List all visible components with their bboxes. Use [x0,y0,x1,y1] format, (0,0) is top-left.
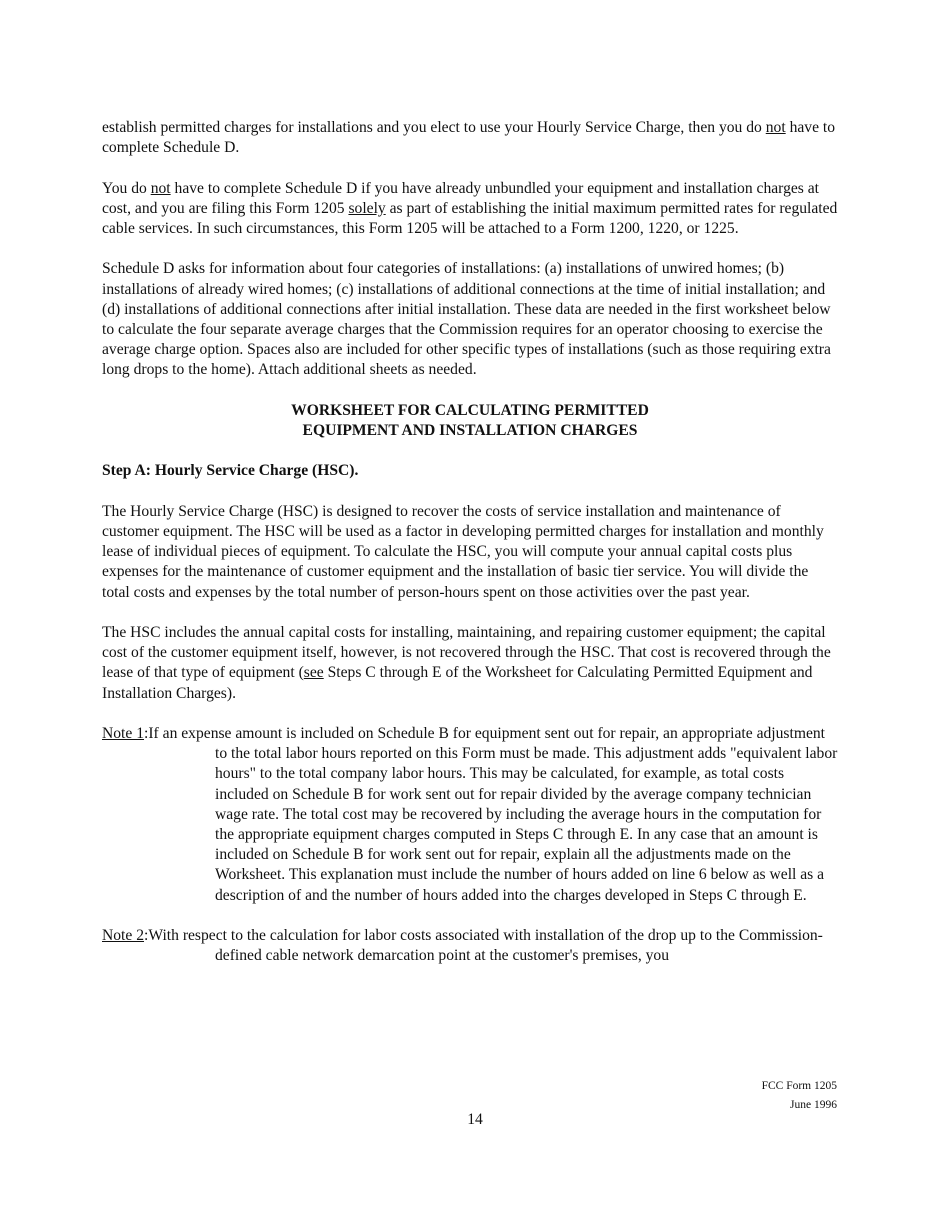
paragraph-hsc-description: The Hourly Service Charge (HSC) is designed to recover the costs of service installation and maintenance of customer equipment. The HSC will be used as a factor in developing permitted charges for installation and monthly lease of individual pieces of equipment. To calculate the HSC, you will compute your annual capital costs plus expenses for the maintenance of customer equipment and the installation of basic tier service. You will divide the total costs and expenses by the total number of person-hours spent on those activities over the past year. [102,502,824,601]
paragraph-schedule-d-hsc: establish permitted charges for installations and you elect to use your Hourly Service Charge, then you do not have to complete Schedule D. [102,119,836,157]
form-name: FCC Form 1205 [761,1080,837,1092]
form-footer [762,1077,837,1115]
note-2: Note 2:With respect to the calculation for labor costs associated with installation of the drop up to the Commission-defined cable network demarcation point at the customer's premises, you [102,927,823,965]
paragraph-hsc-capital-costs: The HSC includes the annual capital costs for installing, maintaining, and repairing customer equipment; the capital cost of the customer equipment itself, however, is not recovered through the HSC. That cost is recovered through the lease of that type of equipment (see Steps C through E of the Worksheet for Calculating Permitted Equipment and Installation Charges). [102,623,831,702]
paragraph-schedule-d-exemption: You do not have to complete Schedule D if you have already unbundled your equipment and installation charges at cost, and you are filing this Form 1205 solely as part of establishing the initial maximum permitted rates for regulated cable services. In such circumstances, this Form 1205 will be attached to a Form 1200, 1220, or 1225. [102,179,838,237]
document-body [102,118,838,987]
worksheet-title: WORKSHEET FOR CALCULATING PERMITTED EQUIPMENT AND INSTALLATION CHARGES [291,401,649,439]
paragraph-schedule-d-categories: Schedule D asks for information about four categories of installations: (a) installations of unwired homes; (b) installations of already wired homes; (c) installations of additional connections at the time of initial installation; and (d) installations of additional connections after initial installation. These data are needed in the first worksheet below to calculate the four separate average charges that the Commission requires for an operator choosing to exercise the average charge option. Spaces also are included for other specific types of installations (such as those requiring extra long drops to the home). Attach additional sheets as needed. [102,260,831,379]
page-number: 14 [467,1111,483,1128]
step-a-heading: Step A: Hourly Service Charge (HSC). [102,462,359,480]
note-1: Note 1:If an expense amount is included on Schedule B for equipment sent out for repair, an appropriate adjustment to the total labor hours reported on this Form must be made. This adjustment adds "equivalent labor hours" to the total company labor hours. This may be calculated, for example, as total costs included on Schedule B for work sent out for repair divided by the average company technician wage rate. The total cost may be recovered by including the average hours in the computation for the appropriate equipment charges computed in Steps C through E. In any case that an amount is included on Schedule B for work sent out for repair, explain all the adjustments made on the Worksheet. This explanation must include the number of hours added on line 6 below as well as a description of and the number of hours added into the charges developed in Steps C through E. [102,724,838,904]
form-date: June 1996 [790,1099,837,1111]
